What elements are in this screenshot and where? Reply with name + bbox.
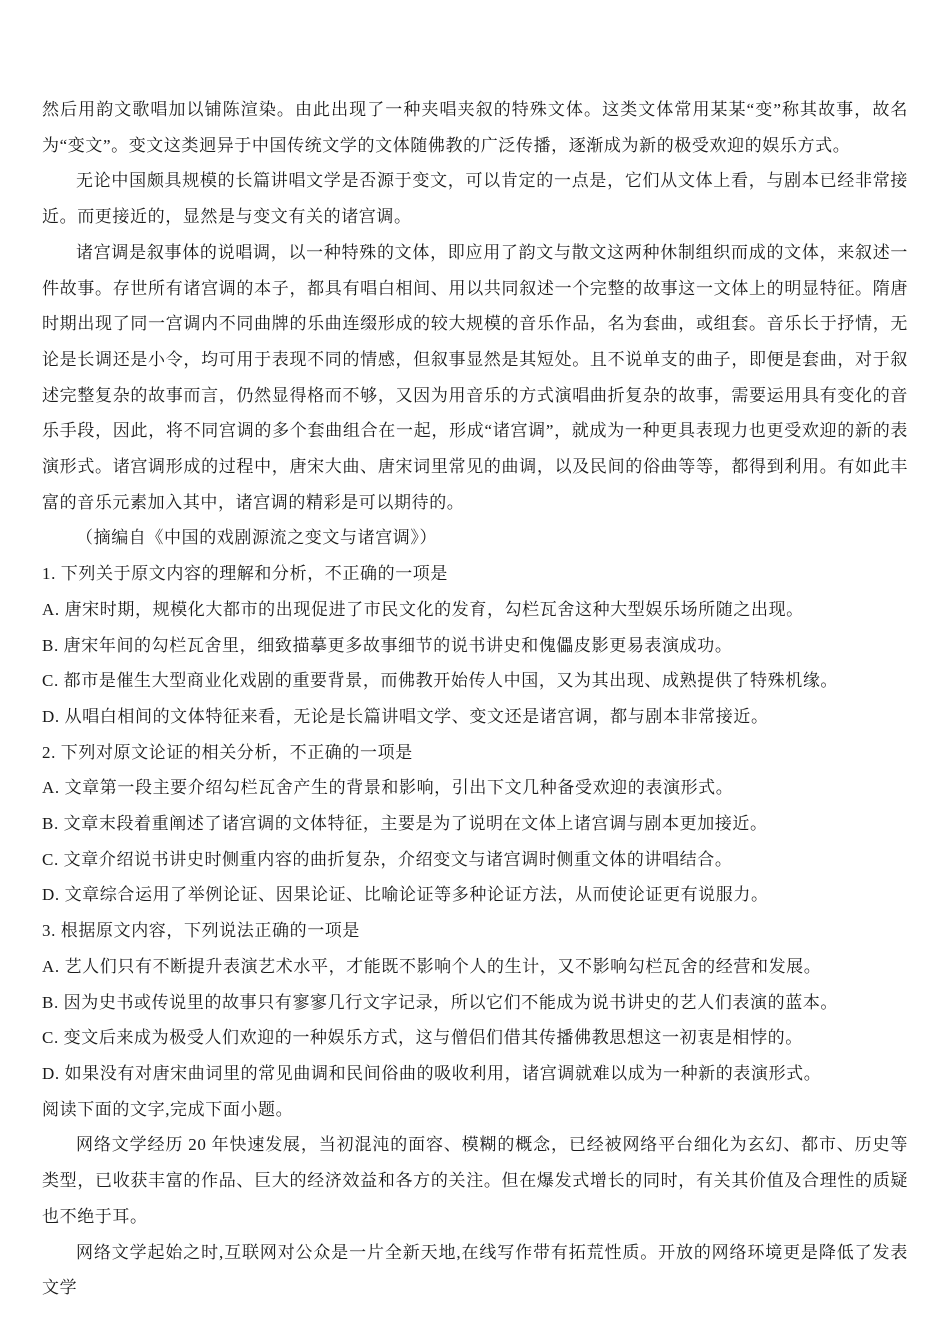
paragraph-network-literature-2: 网络文学起始之时,互联网对公众是一片全新天地,在线写作带有拓荒性质。开放的网络环境更是降低了发表文学 bbox=[42, 1242, 908, 1298]
question-2: 2. 下列对原文论证的相关分析，不正确的一项是 bbox=[42, 742, 413, 762]
question-2-option-d: D. 文章综合运用了举例论证、因果论证、比喻论证等多种论证方法，从而使论证更有说服力。 bbox=[42, 885, 769, 905]
question-3-option-c: C. 变文后来成为极受人们欢迎的一种娱乐方式，这与僧侣们借其传播佛教思想这一初衷是相悖的。 bbox=[42, 1028, 803, 1048]
reading-instruction: 阅读下面的文字,完成下面小题。 bbox=[42, 1099, 294, 1119]
paragraph-bianwen-continuation: 然后用韵文歌唱加以铺陈渲染。由此出现了一种夹唱夹叙的特殊文体。这类文体常用某某“变”称其故事，故名为“变文”。变文这类迥异于中国传统文学的文体随佛教的广泛传播，逐渐成为新的极受欢迎的娱乐方式。 bbox=[42, 100, 908, 155]
question-3-option-a: A. 艺人们只有不断提升表演艺术水平，才能既不影响个人的生计，又不影响勾栏瓦舍的经营和发展。 bbox=[42, 956, 822, 976]
question-2-option-b: B. 文章末段着重阐述了诸宫调的文体特征，主要是为了说明在文体上诸宫调与剧本更加接近。 bbox=[42, 814, 768, 834]
paragraph-zhugongdiao: 诸宫调是叙事体的说唱调，以一种特殊的文体，即应用了韵文与散文这两种休制组织而成的文体，来叙述一件故事。存世所有诸宫调的本子，都具有唱白相间、用以共同叙述一个完整的故事这一文体上的明显特征。隋唐时期出现了同一宫调内不同曲牌的乐曲连缀形成的较大规模的音乐作品，名为套曲，或组套。音乐长于抒情，无论是长调还是小令，均可用于表现不同的情感，但叙事显然是其短处。且不说单支的曲子，即便是套曲，对于叙述完整复杂的故事而言，仍然显得格而不够，又因为用音乐的方式演唱曲折复杂的故事，需要运用具有变化的音乐手段，因此，将不同宫调的多个套曲组合在一起，形成“诸宫调”，就成为一种更具表现力也更受欢迎的新的表演形式。诸宫调形成的过程中，唐宋大曲、唐宋词里常见的曲调，以及民间的俗曲等等，都得到利用。有如此丰富的音乐元素加入其中，诸宫调的精彩是可以期待的。 bbox=[42, 242, 908, 512]
paragraph-changpian-jiangchang: 无论中国颇具规模的长篇讲唱文学是否源于变文，可以肯定的一点是，它们从文体上看，与剧本已经非常接近。而更接近的，显然是与变文有关的诸宫调。 bbox=[42, 171, 908, 227]
question-1-option-d: D. 从唱白相间的文体特征来看，无论是长篇讲唱文学、变文还是诸宫调，都与剧本非常接近。 bbox=[42, 706, 769, 726]
question-1-option-c: C. 都市是催生大型商业化戏剧的重要背景，而佛教开始传人中国，又为其出现、成熟提供了特殊机缘。 bbox=[42, 671, 839, 691]
question-2-option-a: A. 文章第一段主要介绍勾栏瓦舍产生的背景和影响，引出下文几种备受欢迎的表演形式。 bbox=[42, 778, 734, 798]
paragraph-network-literature-1: 网络文学经历 20 年快速发展，当初混沌的面容、模糊的概念，已经被网络平台细化为玄幻、都市、历史等类型，已收获丰富的作品、巨大的经济效益和各方的关注。但在爆发式增长的同时，有关其价值及合理性的质疑也不绝于耳。 bbox=[42, 1135, 908, 1226]
question-3: 3. 根据原文内容，下列说法正确的一项是 bbox=[42, 921, 360, 941]
question-1: 1. 下列关于原文内容的理解和分析，不正确的一项是 bbox=[42, 564, 448, 584]
question-3-option-b: B. 因为史书或传说里的故事只有寥寥几行文字记录，所以它们不能成为说书讲史的艺人们表演的蓝本。 bbox=[42, 992, 839, 1012]
source-attribution: （摘编自《中国的戏剧源流之变文与诸宫调》） bbox=[76, 528, 438, 548]
question-2-option-c: C. 文章介绍说书讲史时侧重内容的曲折复杂，介绍变文与诸宫调时侧重文体的讲唱结合。 bbox=[42, 849, 733, 869]
question-1-option-a: A. 唐宋时期，规模化大都市的出现促进了市民文化的发育，勾栏瓦舍这种大型娱乐场所随之出现。 bbox=[42, 599, 804, 619]
question-3-option-d: D. 如果没有对唐宋曲词里的常见曲调和民间俗曲的吸收利用，诸宫调就难以成为一种新的表演形式。 bbox=[42, 1063, 822, 1083]
question-1-option-b: B. 唐宋年间的勾栏瓦舍里，细致描摹更多故事细节的说书讲史和傀儡皮影更易表演成功。 bbox=[42, 635, 733, 655]
